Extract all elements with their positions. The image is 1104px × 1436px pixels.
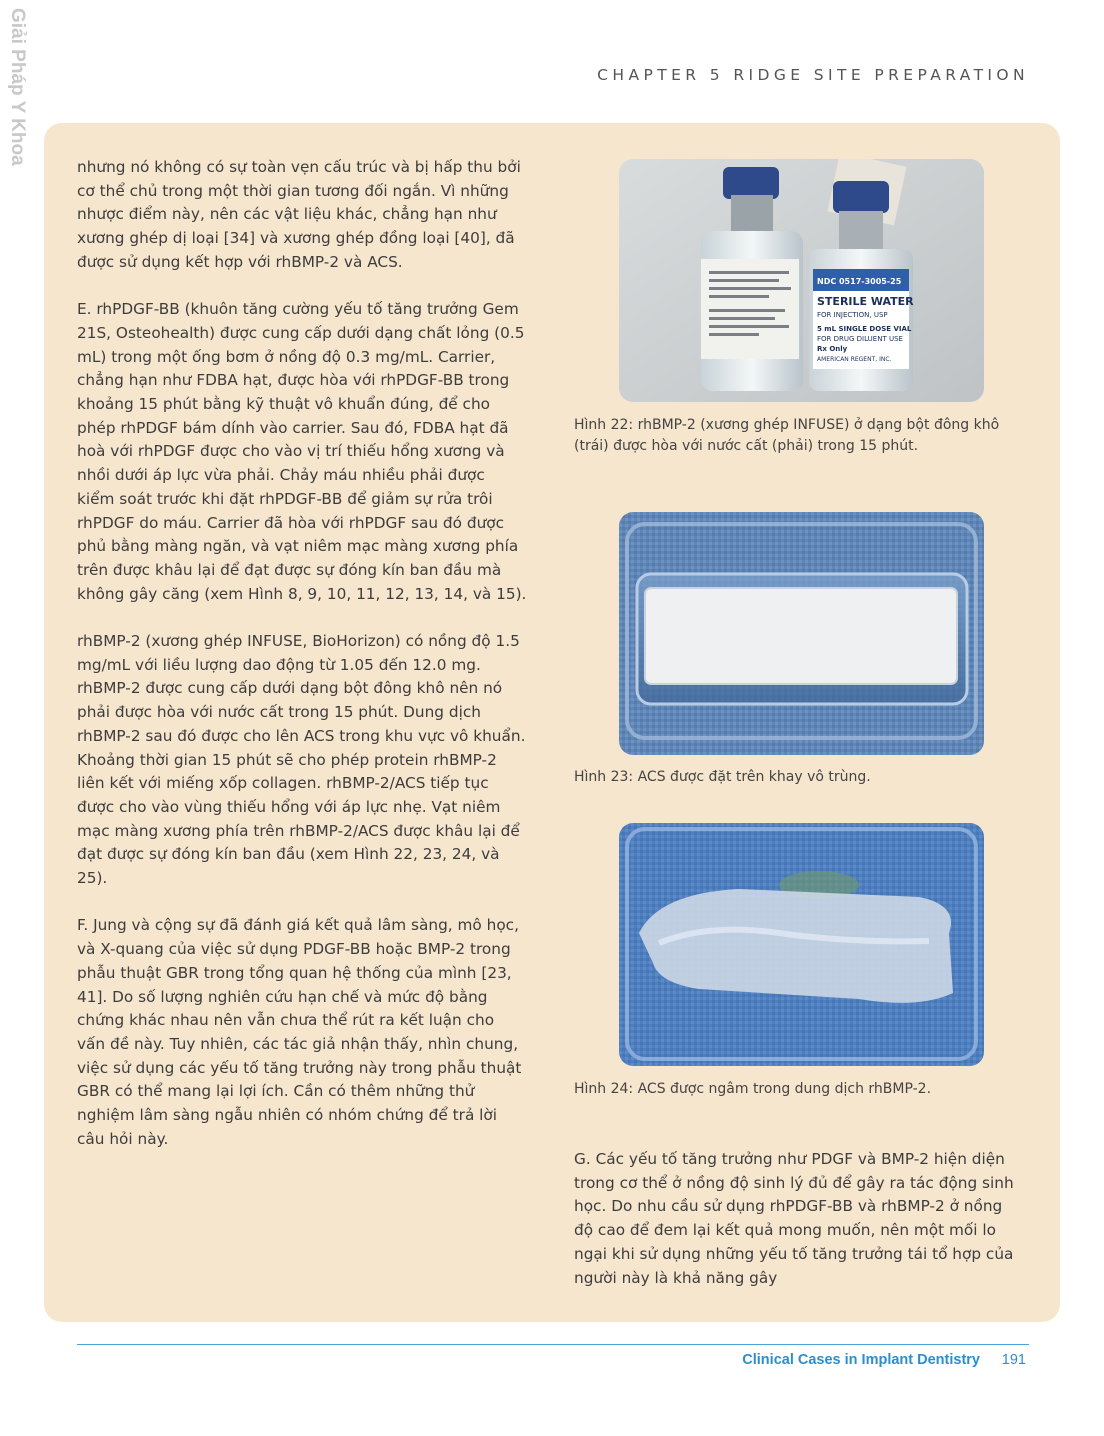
paragraph-rhbmp2: rhBMP-2 (xương ghép INFUSE, BioHorizon) có nồng độ 1.5 mg/mL với liều lượng dao động từ 1.05 đến 12.0 mg. rhBMP-2 được cung cấp dưới dạng bột đông khô nên nó phải được hòa với nước cất trong 15 phút. Dung dịch rhBMP-2 sau đó được cho lên ACS trong khu vực vô khuẩn. Khoảng thời gian 15 phút sẽ cho phép protein rhBMP-2 liên kết với miếng xốp collagen. rhBMP-2/ACS tiếp tục được cho vào vùng thiếu hổng với áp lực nhẹ. Vạt niêm mạc màng xương phía trên rhBMP-2/ACS được khâu lại để đạt được sự đóng kín ban đầu (xem Hình 22, 23, 24, và 25). <box>77 632 526 888</box>
vial-label-sterile: STERILE WATER <box>817 295 914 308</box>
figure-24-photo <box>619 823 984 1066</box>
vial-label-injection: FOR INJECTION, USP <box>817 311 888 319</box>
paragraph-e: E. rhPDGF-BB (khuôn tăng cường yếu tố tăng trưởng Gem 21S, Osteohealth) được cung cấp dưới dạng chất lỏng (0.5 mL) trong một ống bơm ở nồng độ 0.3 mg/mL. Carrier, chẳng hạn như FDBA hạt, được hòa với rhPDGF-BB trong khoảng 15 phút bằng kỹ thuật vô khuẩn đúng, để cho phép rhPDGF bám dính vào carrier. Sau đó, FDBA hạt đã hoà với rhPDGF được cho vào vị trí thiếu hổng xương và nhồi dưới áp lực vừa phải. Chảy máu nhiều phải được kiểm soát trước khi đặt rhPDGF-BB để giảm sự rửa trôi rhPDGF do máu. Carrier đã hòa với rhPDGF sau đó được phủ bằng màng ngăn, và vạt niêm mạc màng xương phía trên được khâu lại để đạt được sự đóng kín ban đầu mà không gây căng (xem Hình 8, 9, 10, 11, 12, 13, 14, và 15). <box>77 300 527 603</box>
paragraph-g: G. Các yếu tố tăng trưởng như PDGF và BMP-2 hiện diện trong cơ thể ở nồng độ sinh lý đủ để gây ra tác động sinh học. Do nhu cầu sử dụng rhPDGF-BB và rhBMP-2 ở nồng độ cao để đem lại kết quả mong muốn, nên một mối lo ngại khi sử dụng những yếu tố tăng trưởng tái tổ hợp của người này là khả năng gây <box>574 1150 1014 1287</box>
figure-22-photo <box>619 159 984 402</box>
vial-label-maker: AMERICAN REGENT, INC. <box>817 356 892 363</box>
vial-label-ndc: NDC 0517-3005-25 <box>817 277 902 286</box>
paragraph-continuation: nhưng nó không có sự toàn vẹn cấu trúc và bị hấp thu bởi cơ thể chủ trong một thời gian tương đối ngắn. Vì những nhược điểm này, nên các vật liệu khác, chẳng hạn như xương ghép dị loại [34] và xương ghép đồng loại [40], đã được sử dụng kết hợp với rhBMP-2 và ACS. <box>77 158 521 271</box>
chapter-header: CHAPTER 5 RIDGE SITE PREPARATION <box>597 66 1029 84</box>
figure-23-caption: Hình 23: ACS được đặt trên khay vô trùng. <box>574 769 871 785</box>
figure-24-caption: Hình 24: ACS được ngâm trong dung dịch rhBMP-2. <box>574 1081 932 1097</box>
vial-label-volume: 5 mL SINGLE DOSE VIAL <box>817 325 912 333</box>
page-number: 191 <box>1001 1352 1026 1368</box>
left-column <box>77 156 527 1175</box>
footer-book-title: Clinical Cases in Implant Dentistry <box>742 1352 980 1368</box>
watermark: Giải Pháp Y Khoa <box>7 8 28 166</box>
footer-rule <box>77 1344 1029 1345</box>
vial-label-diluent: FOR DRUG DILUENT USE <box>817 335 903 343</box>
figure-22-caption: Hình 22: rhBMP-2 (xương ghép INFUSE) ở dạng bột đông khô (trái) được hòa với nước cất (phải) trong 15 phút. <box>574 417 1000 454</box>
figure-23-photo <box>619 512 984 755</box>
paragraph-f: F. Jung và cộng sự đã đánh giá kết quả lâm sàng, mô học, và X-quang của việc sử dụng PDGF-BB hoặc BMP-2 trong phẫu thuật GBR trong tổng quan hệ thống của mình [23, 41]. Do số lượng nghiên cứu hạn chế và mức độ bằng chứng khác nhau nên vẫn chưa thể rút ra kết luận cho vấn đề này. Tuy nhiên, các tác giả nhận thấy, nhìn chung, việc sử dụng các yếu tố tăng trưởng này trong phẫu thuật GBR có thể mang lại lợi ích. Cần có thêm những thử nghiệm lâm sàng ngẫu nhiên có nhóm chứng để trả lời câu hỏi này. <box>77 916 522 1148</box>
vial-label-rx: Rx Only <box>817 345 848 353</box>
